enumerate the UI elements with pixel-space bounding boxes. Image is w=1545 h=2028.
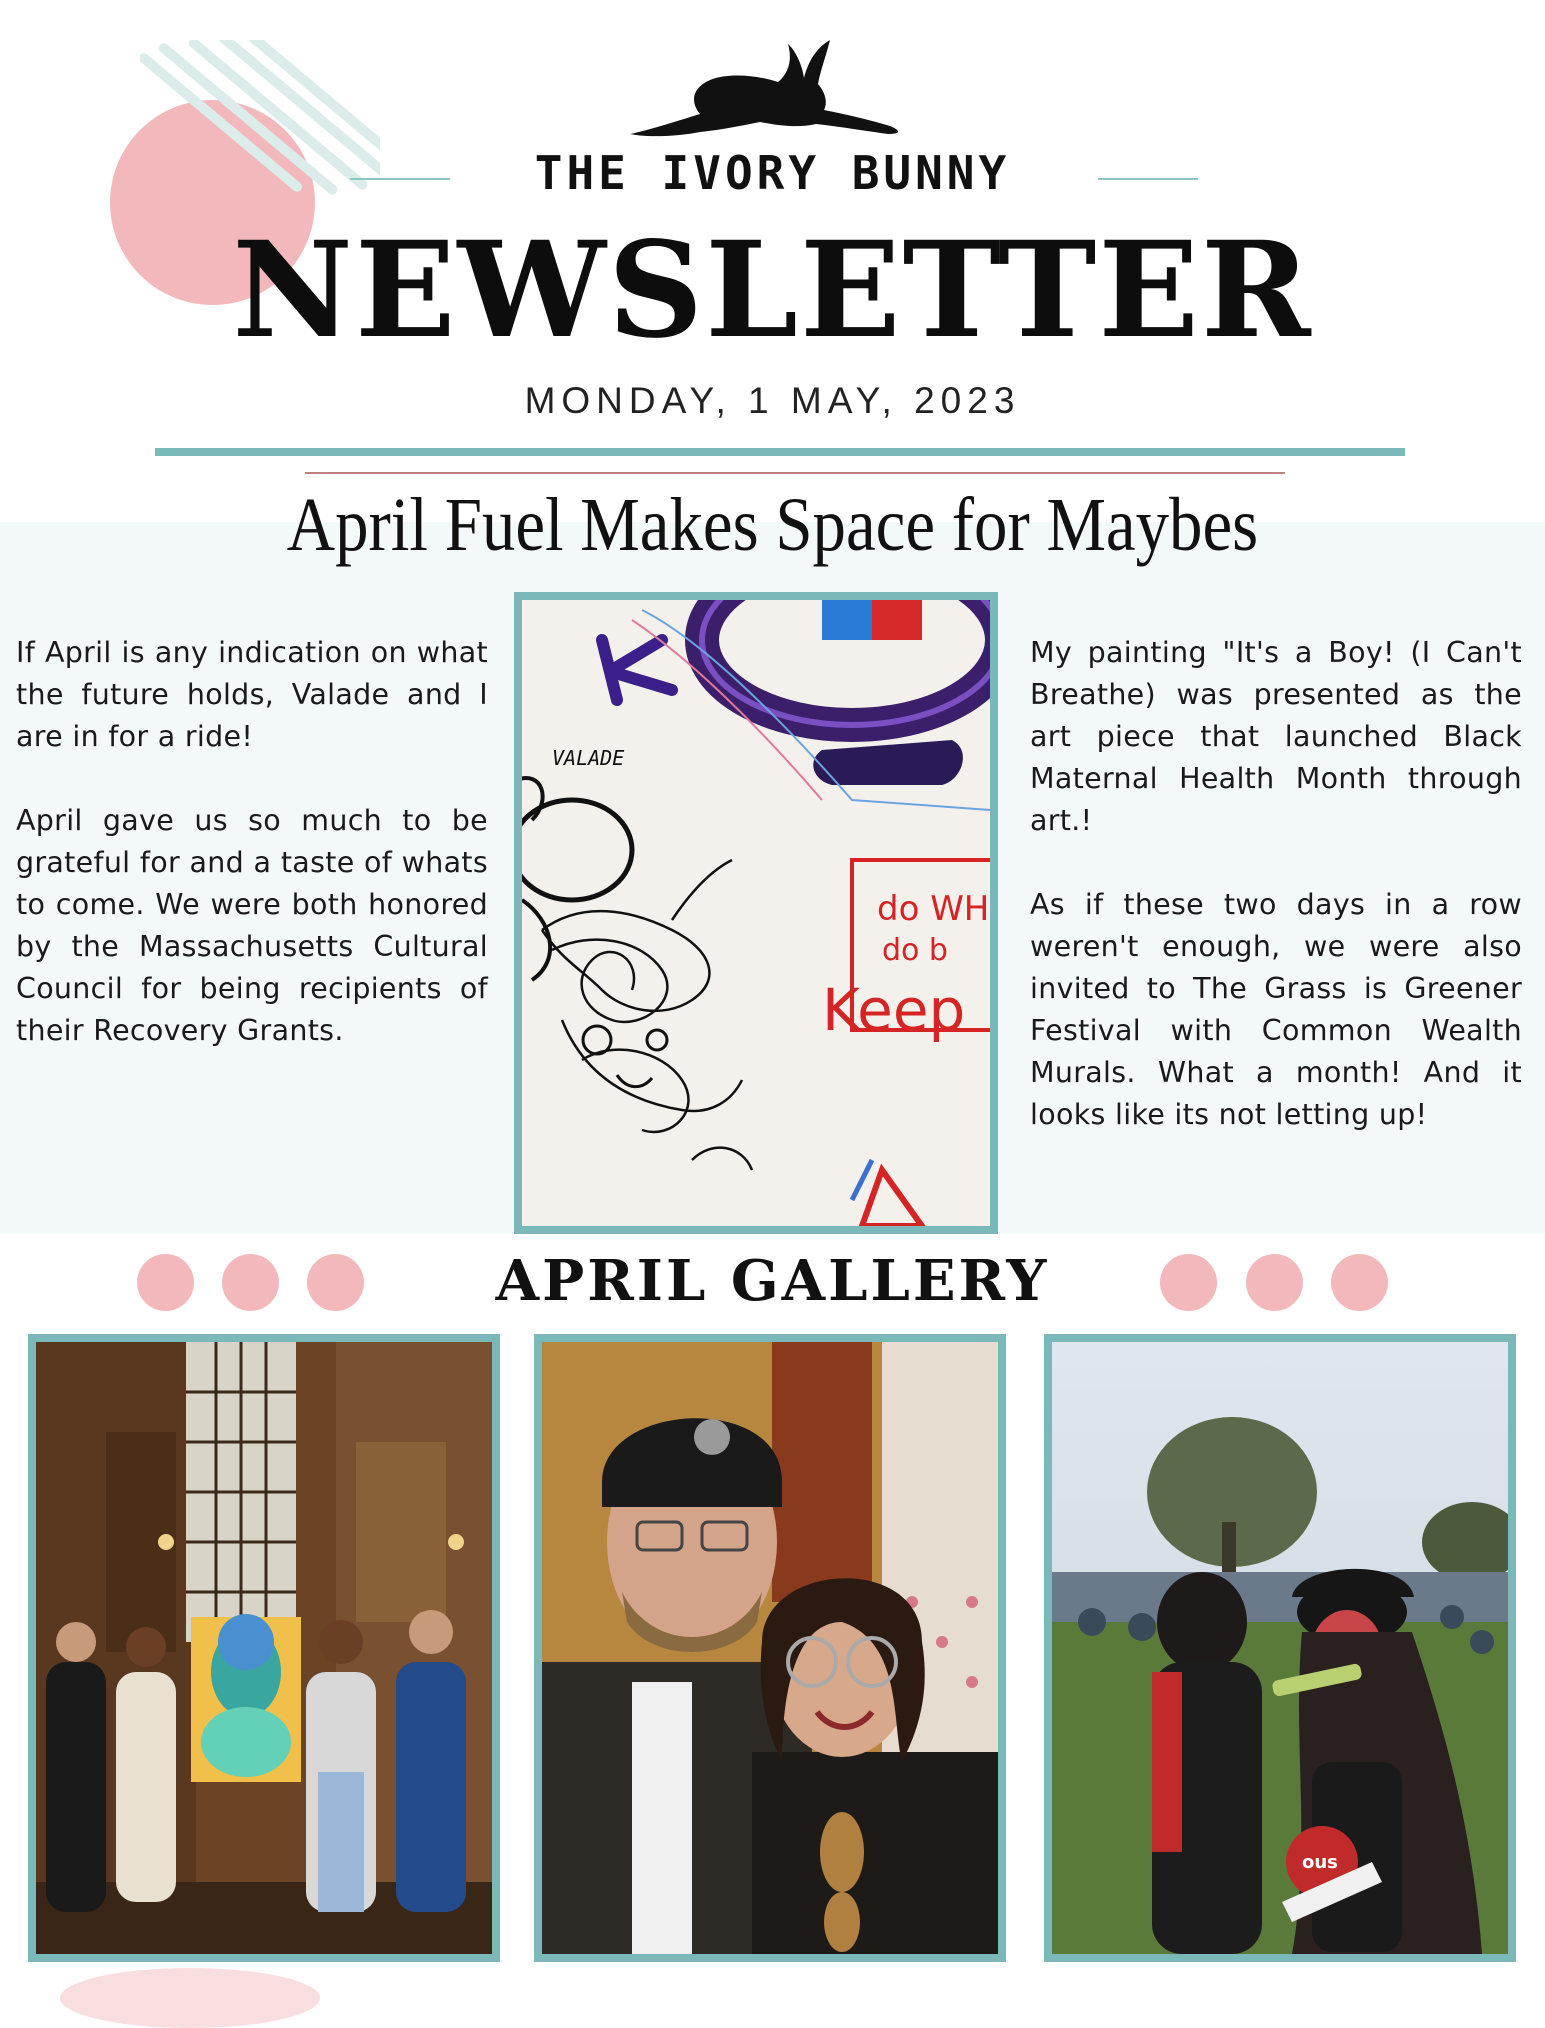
decorative-dot: [1246, 1254, 1303, 1311]
decorative-dot: [1331, 1254, 1388, 1311]
photo-illustration: [542, 1342, 998, 1954]
header-rule-teal: [155, 448, 1405, 456]
feature-headline: April Fuel Makes Space for Maybes: [286, 483, 1259, 567]
painting-photo: [514, 592, 998, 1234]
painting-illustration: [522, 600, 990, 1226]
paragraph: As if these two days in a row weren't enough, we were also invited to The Grass is Greener Festival with Common Wealth Murals. What a month! And it looks like its not letting up!: [1030, 888, 1522, 1131]
gallery-title: APRIL GALLERY: [495, 1248, 1050, 1314]
gallery-photo-couple: [534, 1334, 1006, 1962]
jacket-lettering: ous: [1302, 1852, 1338, 1873]
bunny-logo-icon: [620, 22, 910, 142]
gallery-photo-festival: [1044, 1334, 1516, 1962]
issue-date: MONDAY, 1 MAY, 2023: [524, 380, 1021, 421]
decorative-bottom-shape: [60, 1968, 320, 2028]
feature-right-column: [1030, 632, 1522, 1178]
gallery-photo-council-hall: [28, 1334, 500, 1962]
feature-left-column: [16, 632, 488, 1094]
painting-lettering: do WH: [877, 889, 990, 929]
painting-lettering: Keep: [822, 976, 966, 1044]
masthead-title: NEWSLETTER: [232, 213, 1313, 368]
painting-lettering: VALADE: [552, 746, 625, 770]
photo-illustration: [1052, 1342, 1508, 1954]
paragraph: April gave us so much to be grateful for and a taste of whats to come. We were both honored by the Massachusetts Cultural Council for being recipients of their Recovery Grants.: [16, 804, 488, 1047]
decorative-dot: [1160, 1254, 1217, 1311]
paragraph: If April is any indication on what the future holds, Valade and I are in for a ride!: [16, 636, 488, 753]
brand-name: THE IVORY BUNNY: [534, 146, 1011, 200]
header-rule-red: [305, 472, 1285, 474]
paragraph: My painting "It's a Boy! (I Can't Breathe) was presented as the art piece that launched Black Maternal Health Month through art.!: [1030, 636, 1522, 837]
painting-lettering: do b: [882, 933, 948, 968]
photo-illustration: [36, 1342, 492, 1954]
